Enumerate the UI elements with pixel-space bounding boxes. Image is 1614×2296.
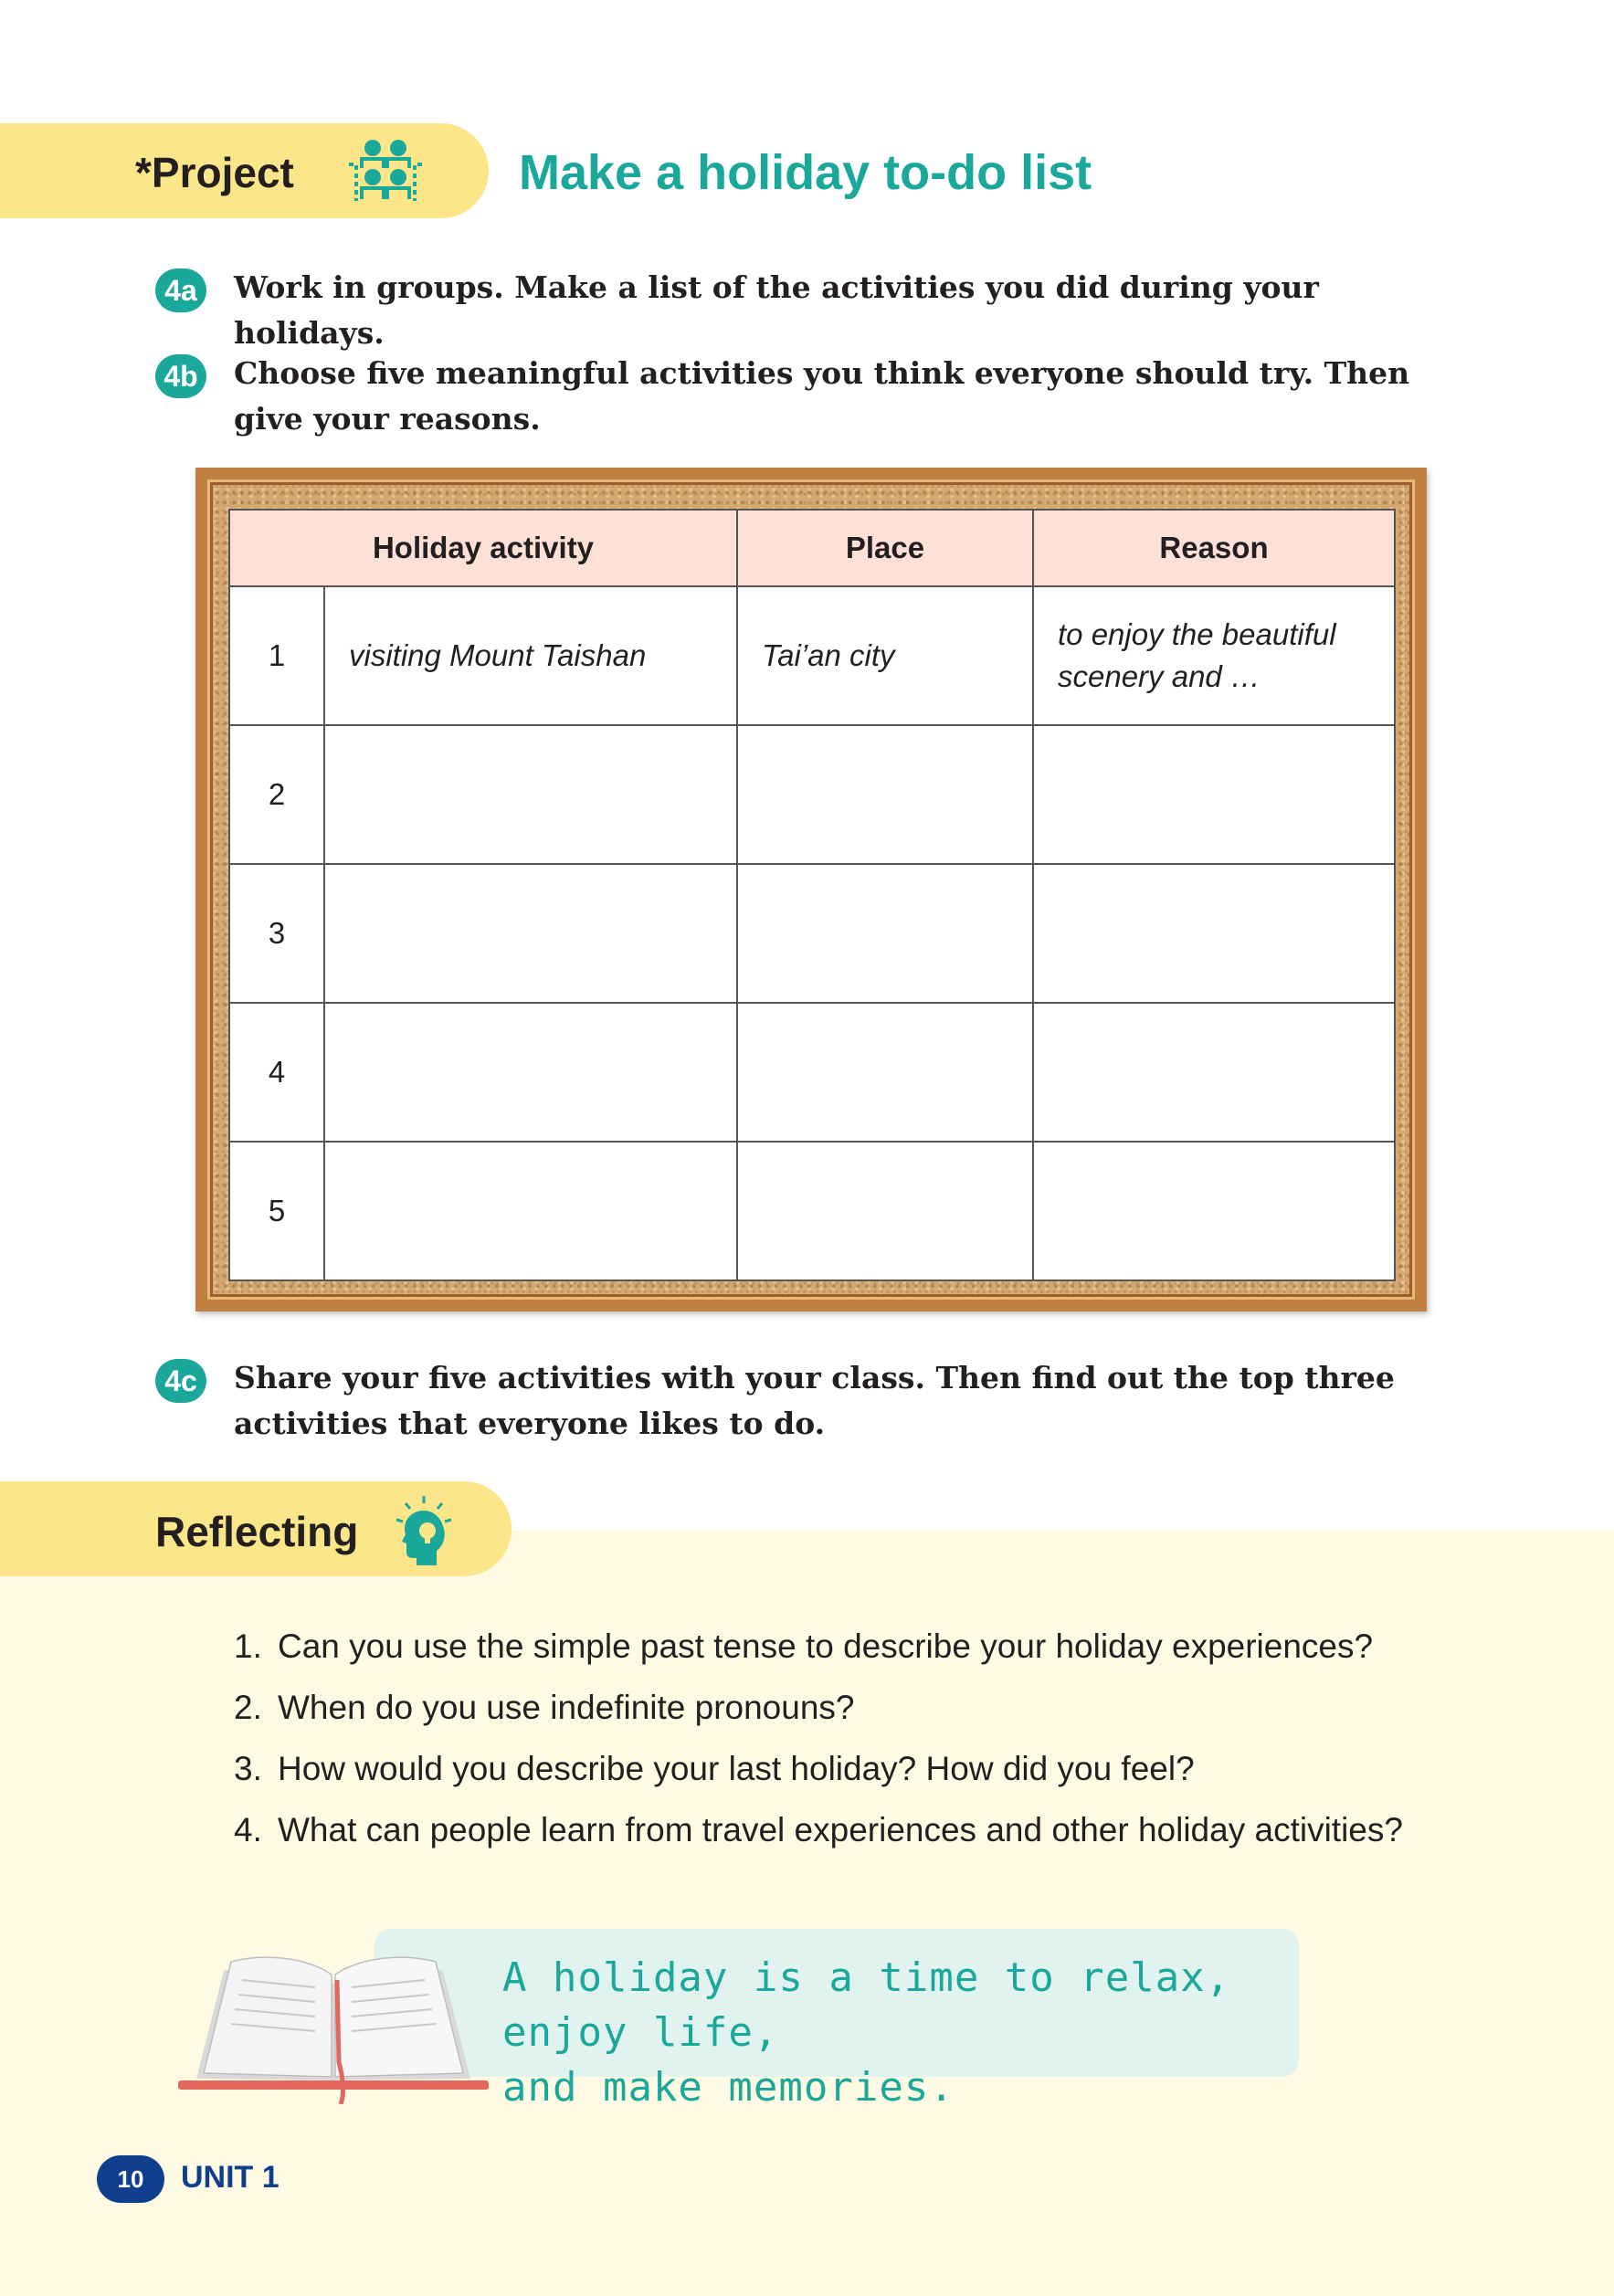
- task-instruction-4c: Share your five activities with your class. Then find out the top three activities that everyone likes to do.: [234, 1360, 1395, 1441]
- table-row: [229, 1003, 1395, 1142]
- place-cell[interactable]: Tai’an city: [737, 586, 1033, 725]
- header-reason: Reason: [1033, 510, 1395, 586]
- list-item: [234, 1746, 1403, 1807]
- list-item: [234, 1807, 1403, 1869]
- row-number: 4: [229, 1003, 324, 1142]
- question-text: When do you use indefinite pronouns?: [278, 1689, 855, 1726]
- project-label: *Project: [135, 149, 294, 196]
- place-cell[interactable]: [737, 864, 1033, 1003]
- row-number: 3: [229, 864, 324, 1003]
- row-number: 1: [229, 586, 324, 725]
- activity-cell[interactable]: [324, 1003, 737, 1142]
- task-tag-4a: 4a: [155, 269, 206, 312]
- reason-cell[interactable]: [1033, 1003, 1395, 1142]
- open-book-icon: [178, 1943, 489, 2104]
- reflecting-questions: [234, 1624, 1403, 1869]
- quote-line-2: and make memories.: [502, 2064, 955, 2111]
- row-number: 5: [229, 1142, 324, 1280]
- holiday-todo-table: [228, 509, 1396, 1281]
- task-tag-4c: 4c: [155, 1359, 206, 1403]
- row-number: 2: [229, 725, 324, 864]
- table-row: [229, 864, 1395, 1003]
- place-cell[interactable]: [737, 725, 1033, 864]
- table-header-row: [229, 510, 1395, 586]
- reason-cell[interactable]: [1033, 725, 1395, 864]
- page-number: 10: [97, 2155, 164, 2203]
- reason-cell[interactable]: [1033, 1142, 1395, 1280]
- list-item: [234, 1685, 1403, 1746]
- question-number: 4.: [234, 1811, 262, 1848]
- question-number: 2.: [234, 1689, 262, 1726]
- unit-label: UNIT 1: [181, 2160, 280, 2195]
- question-number: 1.: [234, 1627, 262, 1665]
- task-instruction-4b: Choose five meaningful activities you think everyone should try. Then give your reasons.: [234, 355, 1410, 437]
- header-place: Place: [737, 510, 1033, 586]
- activity-cell[interactable]: [324, 1142, 737, 1280]
- task-instruction-4a: Work in groups. Make a list of the activities you did during your holidays.: [234, 269, 1319, 351]
- group-work-icon: [345, 139, 426, 206]
- project-title: Make a holiday to-do list: [519, 145, 1092, 200]
- reason-cell[interactable]: to enjoy the beautiful scenery and …: [1033, 586, 1395, 725]
- lightbulb-head-icon: [393, 1494, 455, 1567]
- place-cell[interactable]: [737, 1003, 1033, 1142]
- question-number: 3.: [234, 1750, 262, 1787]
- question-text: Can you use the simple past tense to describe your holiday experiences?: [278, 1627, 1374, 1665]
- reason-cell[interactable]: [1033, 864, 1395, 1003]
- task-tag-4b: 4b: [155, 354, 206, 398]
- activity-cell[interactable]: [324, 864, 737, 1003]
- table-row: [229, 1142, 1395, 1280]
- table-row: [229, 725, 1395, 864]
- question-text: What can people learn from travel experiences and other holiday activities?: [278, 1811, 1403, 1848]
- activity-cell[interactable]: visiting Mount Taishan: [324, 586, 737, 725]
- quote-line-1: A holiday is a time to relax, enjoy life,: [502, 1954, 1231, 2056]
- table-row: [229, 586, 1395, 725]
- question-text: How would you describe your last holiday? How did you feel?: [278, 1750, 1195, 1787]
- list-item: [234, 1624, 1403, 1685]
- activity-cell[interactable]: [324, 725, 737, 864]
- header-holiday-activity: Holiday activity: [229, 510, 737, 586]
- place-cell[interactable]: [737, 1142, 1033, 1280]
- reflecting-label: Reflecting: [155, 1508, 359, 1555]
- quote-text: [502, 1951, 1270, 2115]
